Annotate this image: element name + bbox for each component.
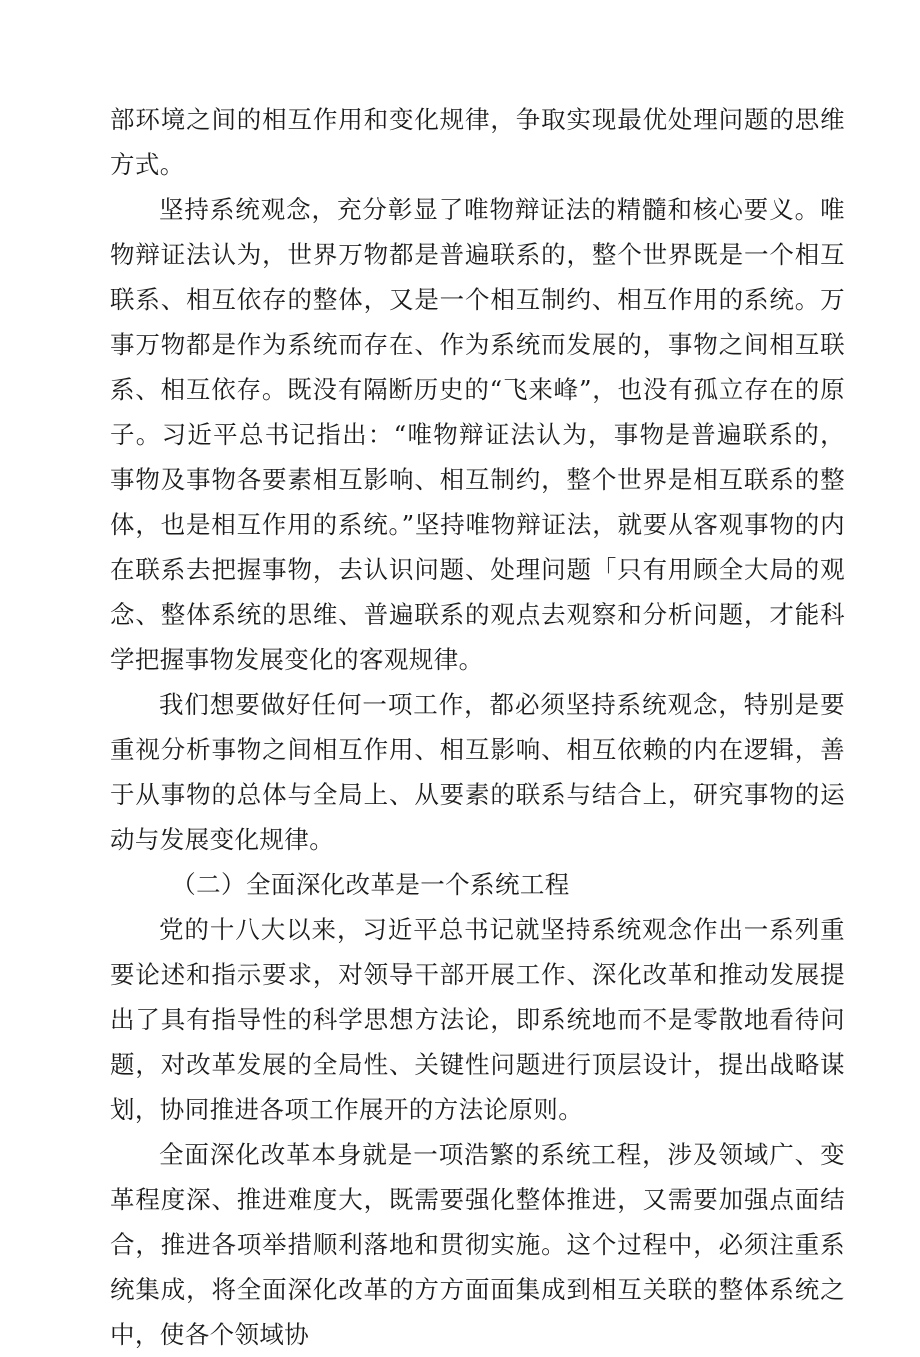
document-body <box>110 97 845 1357</box>
paragraph-work-approach: 我们想要做好任何一项工作，都必须坚持系统观念，特别是要重视分析事物之间相互作用、相互影响、相互依赖的内在逻辑，善于从事物的总体与全局上、从要素的联系与结合上，研究事物的运动与发展变化规律。 <box>110 690 845 854</box>
section-heading: （二）全面深化改革是一个系统工程 <box>171 870 570 899</box>
paragraph-continuation: 部环境之间的相互作用和变化规律，争取实现最优处理问题的思维方式。 <box>110 105 845 179</box>
paragraph-deepening-reform: 全面深化改革本身就是一项浩繁的系统工程，涉及领域广、变革程度深、推进难度大，既需要强化整体推进，又需要加强点面结合，推进各项举措顺利落地和贯彻实施。这个过程中，必须注重系统集成，将全面深化改革的方方面面集成到相互关联的整体系统之中，使各个领域协 <box>110 1140 845 1349</box>
paragraph-system-concept: 坚持系统观念，充分彰显了唯物辩证法的精髓和核心要义。唯物辩证法认为，世界万物都是普遍联系的，整个世界既是一个相互联系、相互依存的整体，又是一个相互制约、相互作用的系统。万事万物都是作为系统而存在、作为系统而发展的，事物之间相互联系、相互依存。既没有隔断历史的“飞来峰”，也没有孤立存在的原子。习近平总书记指出：“唯物辩证法认为，事物是普遍联系的，事物及事物各要素相互影响、相互制约，整个世界是相互联系的整体，也是相互作用的系统。”坚持唯物辩证法，就要从客观事物的内在联系去把握事物，去认识问题、处理问题「只有用顾全大局的观念、整体系统的思维、普遍联系的观点去观察和分析问题，才能科学把握事物发展变化的客观规律。 <box>110 195 845 674</box>
paragraph-eighteenth-congress: 党的十八大以来，习近平总书记就坚持系统观念作出一系列重要论述和指示要求，对领导干部开展工作、深化改革和推动发展提出了具有指导性的科学思想方法论，即系统地而不是零散地看待问题，对改革发展的全局性、关键性问题进行顶层设计，提出战略谋划，协同推进各项工作展开的方法论原则。 <box>110 915 845 1124</box>
